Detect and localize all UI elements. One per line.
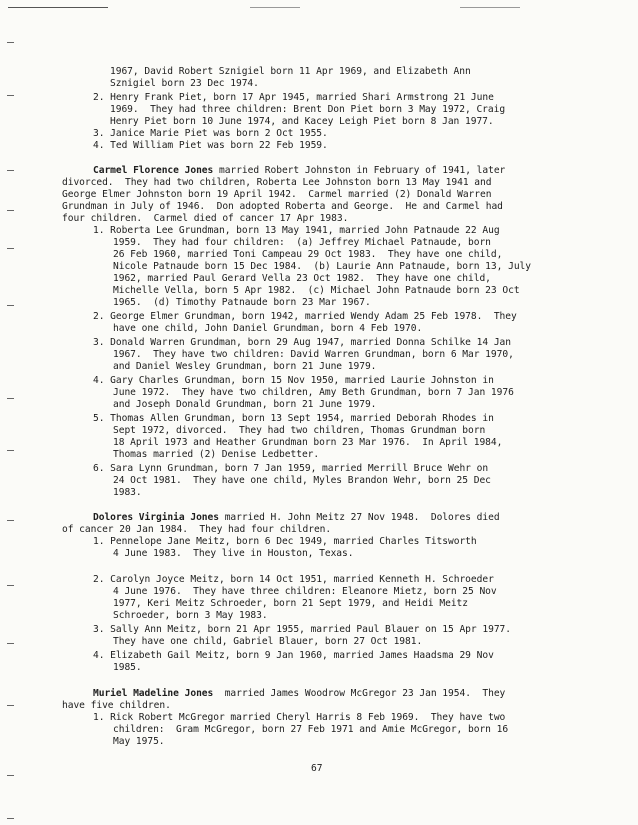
- text-run: four children. Carmel died of cancer 17 Apr 1983.: [62, 213, 349, 224]
- text-line: [93, 165, 505, 176]
- text-line: [110, 104, 505, 115]
- text-line: [113, 475, 491, 486]
- text-line: [113, 261, 531, 272]
- text-line: [93, 712, 505, 723]
- text-run: They have one child, Gabriel Blauer, born 27 Oct 1981.: [113, 636, 423, 647]
- text-run: 24 Oct 1981. They have one child, Myles Brandon Wehr, born 25 Dec: [113, 475, 491, 486]
- text-run: 1962, married Paul Gerard Vella 23 Oct 1982. They have one child,: [113, 273, 491, 284]
- margin-tick: [7, 210, 14, 211]
- text-line: [113, 437, 502, 448]
- text-run: 2. Henry Frank Piet, born 17 Apr 1945, married Shari Armstrong 21 June: [93, 92, 494, 103]
- top-rule: [8, 7, 108, 8]
- margin-tick: [7, 643, 14, 644]
- text-run: and Joseph Donald Grundman, born 21 June 1979.: [113, 399, 377, 410]
- text-line: [93, 688, 505, 699]
- text-run: Schroeder, born 3 May 1983.: [113, 610, 268, 621]
- text-line: [113, 399, 376, 410]
- text-run: 6. Sara Lynn Grundman, born 7 Jan 1959, married Merrill Bruce Wehr on: [93, 463, 489, 474]
- text-line: [93, 413, 494, 424]
- text-line: [93, 311, 517, 322]
- text-run: 1. Roberta Lee Grundman, born 13 May 1941, married John Patnaude 22 Aug: [93, 225, 500, 236]
- person-name: Carmel Florence Jones: [93, 165, 214, 176]
- text-run: 1. Pennelope Jane Meitz, born 6 Dec 1949, married Charles Titsworth: [93, 536, 477, 547]
- margin-tick: [7, 450, 14, 451]
- text-line: [113, 548, 354, 559]
- text-run: of cancer 20 Jan 1984. They had four children.: [62, 524, 332, 535]
- top-rule-fragment: [460, 7, 520, 8]
- text-run: divorced. They had two children, Roberta Lee Johnston born 13 May 1941 and: [62, 177, 492, 188]
- text-run: 4 June 1976. They have three children: Eleanore Mietz, born 25 Nov: [113, 586, 497, 597]
- text-run: 4. Gary Charles Grundman, born 15 Nov 1950, married Laurie Johnston in: [93, 375, 494, 386]
- text-run: children: Gram McGregor, born 27 Feb 1971 and Amie McGregor, born 16: [113, 724, 509, 735]
- text-run: 26 Feb 1960, married Toni Campeau 29 Oct 1983. They have one child,: [113, 249, 503, 260]
- text-line: [62, 201, 503, 212]
- text-run: Henry Piet born 10 June 1974, and Kacey Leigh Piet born 8 Jan 1977.: [110, 116, 494, 127]
- margin-tick: [7, 705, 14, 706]
- text-line: [93, 337, 511, 348]
- margin-tick: [7, 305, 14, 306]
- text-run: Thomas married (2) Denise Ledbetter.: [113, 449, 320, 460]
- text-run: 1. Rick Robert McGregor married Cheryl Harris 8 Feb 1969. They have two: [93, 712, 506, 723]
- text-line: [113, 237, 491, 248]
- text-line: [113, 449, 319, 460]
- text-run: 3. Janice Marie Piet was born 2 Oct 1955.: [93, 128, 328, 139]
- text-run: George Elmer Johnston born 19 April 1942. Carmel married (2) Donald Warren: [62, 189, 492, 200]
- text-line: [93, 225, 500, 236]
- text-line: [113, 349, 514, 360]
- text-line: [93, 463, 488, 474]
- text-run: 2. George Elmer Grundman, born 1942, married Wendy Adam 25 Feb 1978. They: [93, 311, 517, 322]
- margin-tick: [7, 775, 14, 776]
- text-line: [113, 273, 491, 284]
- text-run: 1983.: [113, 487, 142, 498]
- margin-tick: [7, 248, 14, 249]
- text-line: [113, 297, 371, 308]
- text-line: [110, 78, 259, 89]
- text-line: [113, 724, 508, 735]
- text-run: married Robert Johnston in February of 1941, later: [213, 165, 506, 176]
- text-run: have five children.: [62, 700, 171, 711]
- margin-tick: [7, 42, 14, 43]
- text-run: 5. Thomas Allen Grundman, born 13 Sept 1954, married Deborah Rhodes in: [93, 413, 494, 424]
- text-run: Michelle Vella, born 5 Apr 1982. (c) Michael John Patnaude born 23 Oct: [113, 285, 520, 296]
- margin-tick: [7, 95, 14, 96]
- text-run: married James Woodrow McGregor 23 Jan 1954. They: [213, 688, 506, 699]
- text-run: 3. Donald Warren Grundman, born 29 Aug 1947, married Donna Schilke 14 Jan: [93, 337, 511, 348]
- text-line: [113, 736, 165, 747]
- text-line: [62, 213, 348, 224]
- text-line: [93, 650, 494, 661]
- text-run: and Daniel Wesley Grundman, born 21 June 1979.: [113, 361, 377, 372]
- person-name: Muriel Madeline Jones: [93, 688, 214, 699]
- text-run: 1959. They had four children: (a) Jeffrey Michael Patnaude, born: [113, 237, 491, 248]
- text-line: [93, 375, 494, 386]
- text-line: [93, 512, 500, 523]
- text-line: [93, 92, 494, 103]
- text-run: Sznigiel born 23 Dec 1974.: [110, 78, 259, 89]
- text-line: [113, 586, 497, 597]
- text-run: 2. Carolyn Joyce Meitz, born 14 Oct 1951, married Kenneth H. Schroeder: [93, 574, 494, 585]
- text-run: 1967, David Robert Sznigiel born 11 Apr 1969, and Elizabeth Ann: [110, 66, 471, 77]
- margin-tick: [7, 398, 14, 399]
- text-run: 4 June 1983. They live in Houston, Texas.: [113, 548, 354, 559]
- text-line: [113, 387, 514, 398]
- text-line: [113, 636, 422, 647]
- text-line: [110, 116, 494, 127]
- text-line: [113, 323, 422, 334]
- text-line: [93, 140, 328, 151]
- text-line: [113, 610, 268, 621]
- text-line: [113, 598, 468, 609]
- margin-tick: [7, 520, 14, 521]
- text-run: Grundman in July of 1946. Don adopted Roberta and George. He and Carmel had: [62, 201, 503, 212]
- top-rule-fragment: [250, 7, 300, 8]
- text-run: have one child, John Daniel Grundman, born 4 Feb 1970.: [113, 323, 423, 334]
- text-line: [113, 425, 485, 436]
- text-line: [113, 249, 502, 260]
- text-run: 4. Elizabeth Gail Meitz, born 9 Jan 1960, married James Haadsma 29 Nov: [93, 650, 494, 661]
- text-run: May 1975.: [113, 736, 165, 747]
- margin-tick: [7, 818, 14, 819]
- text-run: 1985.: [113, 662, 142, 673]
- text-line: [93, 536, 477, 547]
- text-run: 3. Sally Ann Meitz, born 21 Apr 1955, married Paul Blauer on 15 Apr 1977.: [93, 624, 511, 635]
- page-number: 67: [311, 763, 323, 774]
- text-run: 4. Ted William Piet was born 22 Feb 1959.: [93, 140, 328, 151]
- text-line: [62, 189, 491, 200]
- text-line: [113, 285, 520, 296]
- text-run: 18 April 1973 and Heather Grundman born 23 Mar 1976. In April 1984,: [113, 437, 503, 448]
- margin-tick: [7, 585, 14, 586]
- text-line: [110, 66, 471, 77]
- person-name: Dolores Virginia Jones: [93, 512, 219, 523]
- text-line: [62, 700, 171, 711]
- text-line: [93, 624, 511, 635]
- text-run: married H. John Meitz 27 Nov 1948. Dolores died: [218, 512, 500, 523]
- text-line: [113, 662, 142, 673]
- text-run: 1969. They had three children: Brent Don Piet born 3 May 1972, Craig: [110, 104, 506, 115]
- text-run: Sept 1972, divorced. They had two children, Thomas Grundman born: [113, 425, 486, 436]
- text-run: June 1972. They have two children, Amy Beth Grundman, born 7 Jan 1976: [113, 387, 514, 398]
- text-run: 1977, Keri Meitz Schroeder, born 21 Sept 1979, and Heidi Meitz: [113, 598, 469, 609]
- text-run: 1965. (d) Timothy Patnaude born 23 Mar 1967.: [113, 297, 371, 308]
- text-line: [113, 487, 142, 498]
- text-line: [93, 574, 494, 585]
- text-line: [62, 177, 491, 188]
- text-line: [62, 524, 331, 535]
- text-run: 1967. They have two children: David Warren Grundman, born 6 Mar 1970,: [113, 349, 514, 360]
- text-line: [93, 128, 328, 139]
- text-line: [113, 361, 376, 372]
- text-run: Nicole Patnaude born 15 Dec 1984. (b) Laurie Ann Patnaude, born 13, July: [113, 261, 531, 272]
- margin-tick: [7, 170, 14, 171]
